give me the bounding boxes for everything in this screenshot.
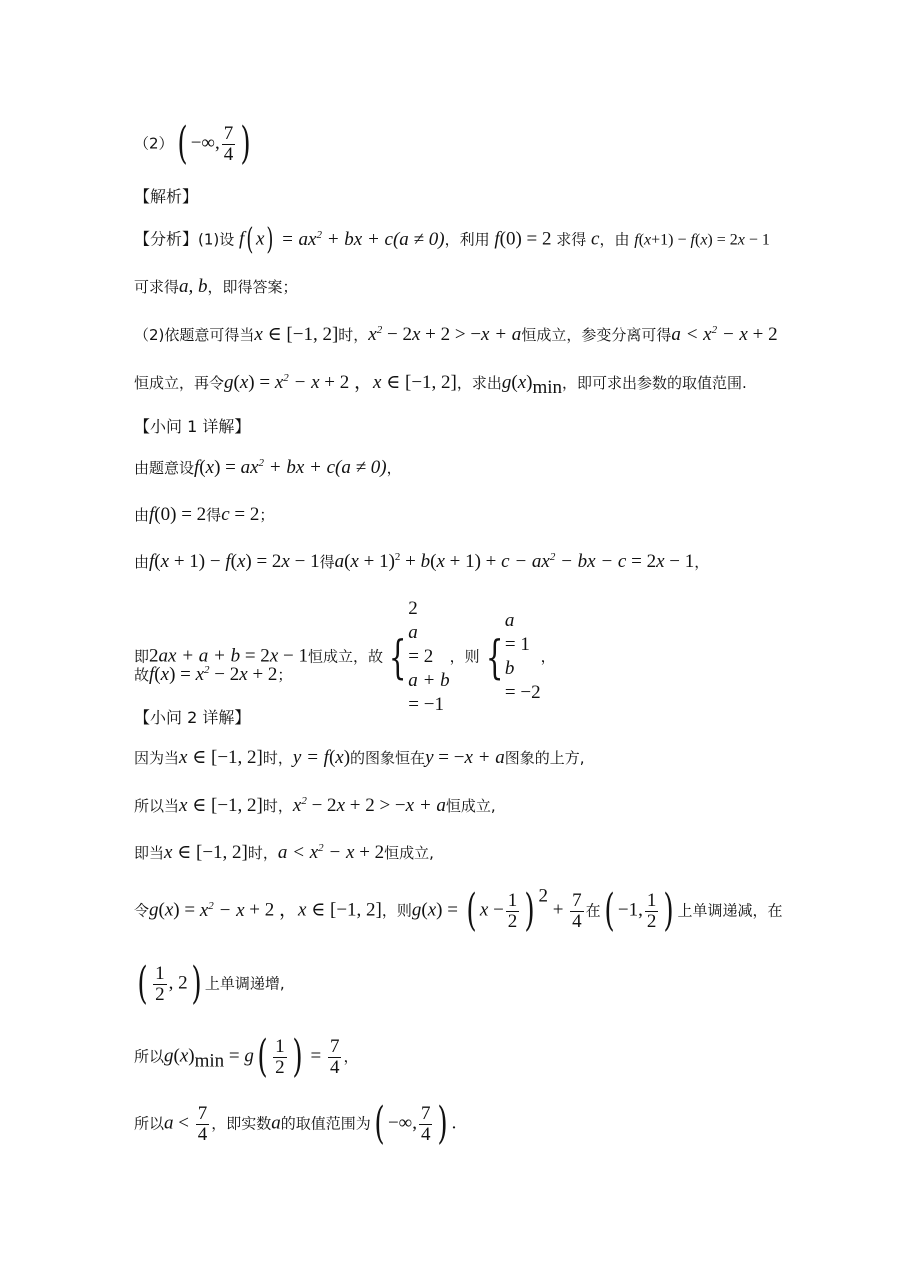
section-jiexi: 【解析】: [134, 187, 199, 206]
p11: 所以$g(x)_{min} = g$( $\frac{1}{2}$ ) = $\frac{7}{4}$ ，: [134, 1031, 359, 1082]
p8: 即当x ∈ [−1, 2]时，$a < x^2 - x + 2$恒成立,: [134, 842, 434, 863]
p1: 由题意设$f(x) = ax^2$ + bx + c(a ≠ 0)，: [134, 457, 402, 478]
p5: 故$f(x) = x^2 - 2x + 2$；: [134, 664, 293, 685]
p6: 因为当x ∈ [−1, 2]时，y = f(x)的图象恒在y = −x + a图象的上方,: [134, 747, 585, 768]
section-xiaowen1: 【小问 1 详解】: [134, 417, 251, 436]
section-xiaowen2: 【小问 2 详解】: [134, 708, 251, 727]
p10: ( $\frac{1}{2}$ , 2) 上单调递增,: [137, 958, 285, 1009]
p2: 由f(0) = 2得c = 2；: [134, 504, 275, 525]
fenxi-line3: （2)依题意可得当x ∈ [−1, 2]时，$x^2 - 2x + 2 > -x + a$恒成立，参变分离可得$a < x^2 - x + 2$: [134, 324, 778, 345]
p7: 所以当x ∈ [−1, 2]时，$x^2 - 2x + 2 > -x + a$恒成立,: [134, 795, 496, 816]
fenxi-line4: 恒成立，再令$g(x) = x^2 - x + 2$ ，x ∈ [−1, 2]，求出$g(x)_{min}$，即可求出参数的取值范围.: [134, 372, 747, 398]
p3: 由f(x + 1) − f(x) = 2x − 1得$a(x + 1)^2 + b(x + 1) + c - ax^2$ − bx − c = 2x − 1，: [134, 551, 710, 572]
p12: 所以a < $\frac{7}{4}$ ，即实数a的取值范围为( −∞, $\frac{7}{4}$ ) .: [134, 1098, 457, 1149]
answer-part2: （2）( −∞, $\frac{7}{4}$ ): [134, 118, 251, 169]
fenxi-line2: 可求得a, b，即得答案；: [134, 276, 298, 297]
p4: 即2ax + a + b = 2x − 1恒成立，故 { 2 a = 2 a + b = −1 ，则 { a = 1 b = −2 ，: [134, 598, 556, 715]
fenxi-line1: 【分析】(1)设 f( $x) = ax^2$ + bx + c(a ≠ 0)，利用 f(0) = 2 求得 c，由 f(x+1) − f(x) = 2x − 1: [134, 222, 770, 257]
p9: 令$g(x) = x^2 - x + 2$ ，x ∈ [−1, 2]，则g(x) = ( x − $\frac{1}{2}$ ) $^2$ + $\frac{7}{4}$ 在( −1, $\frac{1}{2}$ ) 上单调递减，在: [134, 885, 783, 936]
